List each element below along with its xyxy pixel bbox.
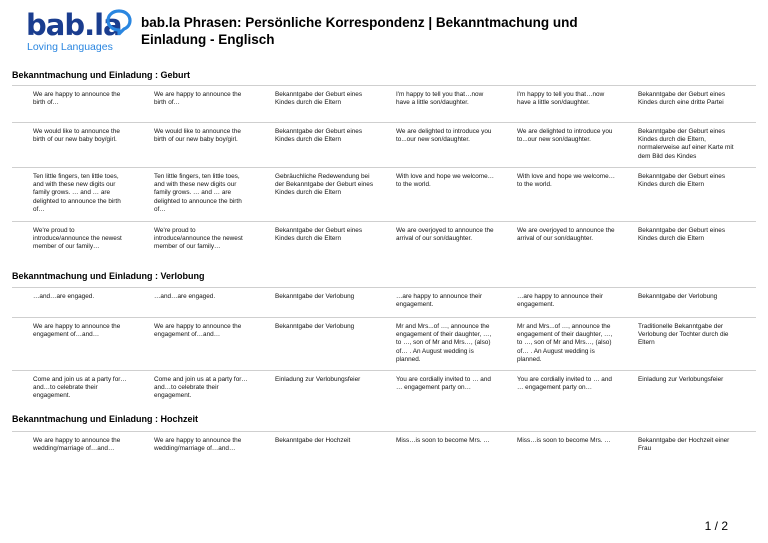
phrase-cell: We are delighted to introduce you to...our new son/daughter.	[396, 128, 492, 144]
babla-logo[interactable]	[26, 8, 130, 56]
speech-bubble-icon	[106, 9, 132, 35]
phrase-cell: I'm happy to tell you that…now have a little son/daughter.	[396, 91, 484, 107]
phrase-cell: Come and join us at a party for…and…to celebrate their engagement.	[33, 376, 127, 400]
section-title-verlobung: Bekanntmachung und Einladung : Verlobung	[12, 271, 205, 281]
phrase-cell: We're proud to introduce/announce the newest member of our family…	[33, 227, 122, 251]
phrase-cell: We're proud to introduce/announce the newest member of our family…	[154, 227, 243, 251]
phrase-cell: We would like to announce the birth of our new baby boy/girl.	[33, 128, 120, 144]
phrase-cell: Mr and Mrs...of …, announce the engagement of their daughter, …, to …, son of Mr and Mrs…, (also) of… . An August wedding is planned.	[517, 323, 613, 363]
description-cell: Bekanntgabe der Verlobung	[275, 323, 355, 330]
description-cell: Bekanntgabe der Hochzeit einer Frau	[638, 437, 730, 453]
phrase-cell: We are happy to announce the birth of…	[33, 91, 121, 107]
description-cell: Bekanntgabe der Verlobung	[638, 293, 718, 300]
phrase-cell: You are cordially invited to … and … engagement party on…	[517, 376, 612, 392]
description-cell: Gebräuchliche Redewendung bei der Bekanntgabe der Geburt eines Kindes durch die Eltern	[275, 173, 374, 197]
phrase-cell: I'm happy to tell you that…now have a little son/daughter.	[517, 91, 605, 107]
description-cell: Bekanntgabe der Geburt eines Kindes durch eine dritte Partei	[638, 91, 726, 107]
description-cell: Bekanntgabe der Geburt eines Kindes durch die Eltern	[275, 91, 363, 107]
phrase-cell: Miss…is soon to become Mrs. …	[517, 437, 611, 444]
phrase-cell: You are cordially invited to … and … engagement party on…	[396, 376, 491, 392]
phrase-cell: Ten little fingers, ten little toes, and with these new digits our family grows. … and … are delighted to announce the birth of…	[33, 173, 121, 213]
phrase-cell: We are happy to announce the engagement of…and…	[154, 323, 242, 339]
phrase-cell: We are delighted to introduce you to...our new son/daughter.	[517, 128, 613, 144]
table-row	[12, 431, 756, 472]
phrase-cell: With love and hope we welcome…to the world.	[396, 173, 495, 189]
description-cell: Einladung zur Verlobungsfeier	[275, 376, 361, 383]
description-cell: Bekanntgabe der Geburt eines Kindes durch die Eltern	[638, 227, 726, 243]
phrase-cell: We are overjoyed to announce the arrival of our son/daughter.	[396, 227, 494, 243]
phrase-cell: We are happy to announce the engagement of…and…	[33, 323, 121, 339]
table-row	[12, 122, 756, 168]
section-title-hochzeit: Bekanntmachung und Einladung : Hochzeit	[12, 414, 199, 424]
description-cell: Einladung zur Verlobungsfeier	[638, 376, 724, 383]
phrase-cell: …and…are engaged.	[154, 293, 216, 300]
description-cell: Bekanntgabe der Verlobung	[275, 293, 355, 300]
page-number: 1 / 2	[704, 519, 728, 533]
table-row	[12, 85, 756, 123]
description-cell: Bekanntgabe der Geburt eines Kindes durch die Eltern	[275, 227, 363, 243]
table-row	[12, 370, 756, 411]
table-row	[12, 221, 756, 270]
description-cell: Bekanntgabe der Geburt eines Kindes durch die Eltern	[275, 128, 363, 144]
phrase-cell: Miss…is soon to become Mrs. …	[396, 437, 490, 444]
table-row	[12, 287, 756, 318]
phrase-cell: With love and hope we welcome…to the world.	[517, 173, 616, 189]
phrase-cell: We are happy to announce the wedding/marriage of…and…	[154, 437, 242, 453]
phrase-cell: We are overjoyed to announce the arrival of our son/daughter.	[517, 227, 615, 243]
logo-wordmark: bab.la	[26, 8, 122, 42]
description-cell: Bekanntgabe der Hochzeit	[275, 437, 351, 444]
phrase-cell: Come and join us at a party for…and…to celebrate their engagement.	[154, 376, 248, 400]
phrase-cell: We would like to announce the birth of our new baby boy/girl.	[154, 128, 241, 144]
logo-tagline: Loving Languages	[27, 41, 113, 53]
phrase-cell: We are happy to announce the birth of…	[154, 91, 242, 107]
description-cell: Bekanntgabe der Geburt eines Kindes durch die Eltern, normalerweise auf einer Karte mit dem Bild des Kindes	[638, 128, 734, 160]
phrase-cell: …are happy to announce their engagement.	[396, 293, 482, 309]
description-cell: Bekanntgabe der Geburt eines Kindes durch die Eltern	[638, 173, 726, 189]
phrase-cell: …and…are engaged.	[33, 293, 95, 300]
phrase-cell: We are happy to announce the wedding/marriage of…and…	[33, 437, 121, 453]
page-header	[0, 0, 768, 64]
phrase-cell: Ten little fingers, ten little toes, and with these new digits our family grows. … and … are delighted to announce the birth of…	[154, 173, 242, 213]
phrase-cell: Mr and Mrs...of …, announce the engagement of their daughter, …, to …, son of Mr and Mrs…, (also) of… . An August wedding is planned.	[396, 323, 492, 363]
description-cell: Traditionelle Bekanntgabe der Verlobung der Tochter durch die Eltern	[638, 323, 729, 347]
table-row	[12, 167, 756, 222]
page-title: bab.la Phrasen: Persönliche Korrespondenz | Bekanntmachung und Einladung - Englisch	[141, 15, 578, 47]
section-title-geburt: Bekanntmachung und Einladung : Geburt	[12, 70, 191, 80]
phrase-cell: …are happy to announce their engagement.	[517, 293, 603, 309]
table-row	[12, 317, 756, 371]
